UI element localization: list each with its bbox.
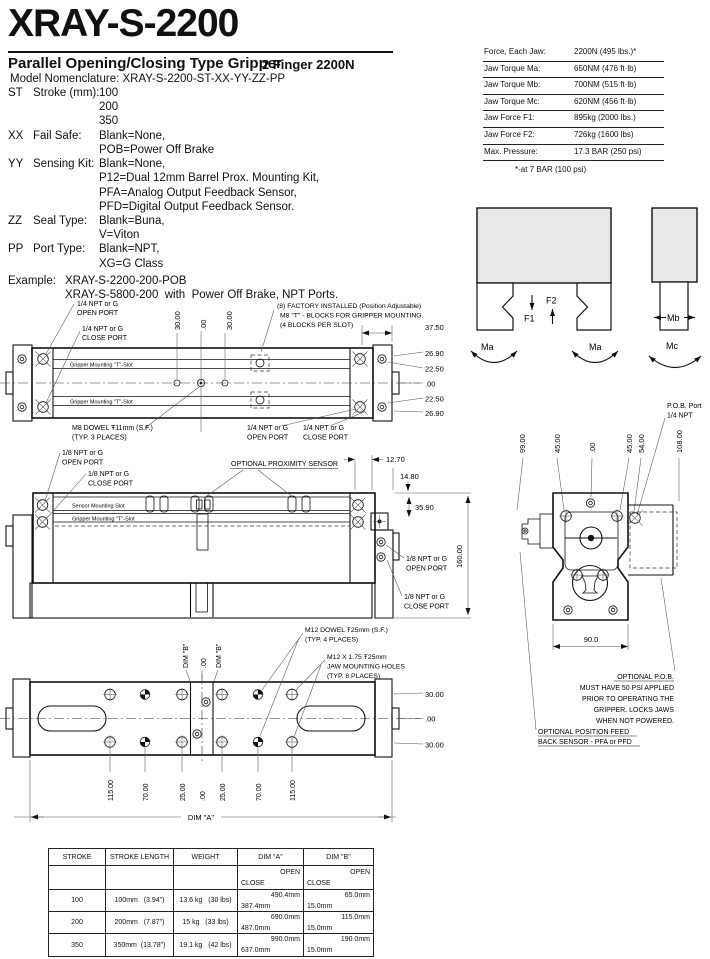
dim-label: 12.70 <box>386 455 405 464</box>
note: M12 DOWEL Ŧ25mm (S.F.) <box>305 627 388 634</box>
length-cell: 200mm (7.87") <box>106 912 174 934</box>
dim-label: .00 <box>588 442 597 453</box>
size-table <box>48 848 374 957</box>
spec-value: 895kg (2000 lbs.) <box>574 113 636 123</box>
spec-value: 620NM (456 ft·lb) <box>574 96 637 106</box>
port-label: 1/8 NPT or G <box>406 556 448 563</box>
mc-label: Mc <box>666 341 678 351</box>
length-cell: 100mm (3.94") <box>106 890 174 912</box>
sensor-note: OPTIONAL POSITION FEED <box>538 729 630 736</box>
top-view <box>0 301 444 442</box>
dim-a-cell: 487.0mm 690.0mm <box>238 912 304 934</box>
size-table-row <box>49 912 374 934</box>
dim-label: 25.00 <box>180 783 187 801</box>
spec-value: 17.3 BAR (250 psi) <box>574 146 642 156</box>
stroke-cell: 100 <box>49 890 106 912</box>
port-label: 1/4 NPT or G <box>247 425 289 432</box>
front-view <box>6 450 471 618</box>
example-label: Example: <box>8 275 56 287</box>
dim-label: 25.00 <box>220 783 227 801</box>
xx-code: XX <box>8 130 24 142</box>
left-jaw <box>13 515 32 618</box>
spec-value: 726kg (1600 lbs) <box>574 129 634 139</box>
spec-value: 2200N (495 lbs.)* <box>574 47 637 56</box>
dim-label: DIM "B" <box>183 643 190 668</box>
empty-cell <box>106 866 174 890</box>
note: (8) FACTORY INSTALLED (Position Adjustable) <box>277 303 422 310</box>
dim-label: 26.90 <box>425 409 444 418</box>
col-header: STROKE <box>49 849 106 866</box>
col-header: DIM "B" <box>304 849 374 866</box>
subtitle: Parallel Opening/Closing Type Gripper <box>8 55 282 72</box>
f2-label: F2 <box>546 295 557 306</box>
note: JAW MOUNTING HOLES <box>327 663 405 671</box>
note: M8 "T" - BLOCKS FOR GRIPPER MOUNTING. <box>280 312 424 320</box>
dim-label: .00 <box>425 379 436 389</box>
dim-label: .00 <box>425 714 436 724</box>
spec-label: Jaw Torque Ma: <box>484 63 541 73</box>
pp-value: XG=G Class <box>99 258 164 270</box>
spec-label: Jaw Torque Mb: <box>484 80 541 90</box>
force-diagram <box>471 208 701 368</box>
spec-value: 700NM (515 ft·lb) <box>574 80 637 90</box>
dim-label: 22.50 <box>425 394 444 404</box>
size-table-row <box>49 890 374 912</box>
port-label: OPEN PORT <box>77 310 119 317</box>
right-jaw <box>375 530 393 618</box>
page-title: XRAY-S-2200 <box>8 2 239 45</box>
yy-value: Blank=None, <box>99 158 166 170</box>
dim-b-cell: 15.0mm 65.0mm <box>304 890 374 912</box>
spec-label: Jaw Force F1: <box>484 113 535 123</box>
end-view <box>517 403 702 746</box>
pp-label: Port Type: <box>33 243 86 255</box>
spec-value: 650NM (476 ft·lb) <box>574 63 637 73</box>
capacity-label: 2 Finger 2200N <box>262 57 355 72</box>
gripper-body-side <box>652 208 697 282</box>
pob-port-label: P.O.B. Port <box>667 403 702 410</box>
sensor-slot-label: Sensor Mounting Slot <box>72 503 125 510</box>
weight-cell: 15 kg (33 lbs) <box>174 912 238 934</box>
proximity-sensor-label: OPTIONAL PROXIMITY SENSOR <box>231 461 338 468</box>
ma-label: Ma <box>481 342 494 352</box>
weight-cell: 13.6 kg (30 lbs) <box>174 890 238 912</box>
mc-torque-arrow-icon <box>649 356 701 368</box>
sensor-note: BACK SENSOR - PFA or PFD <box>538 739 632 746</box>
pob-note: MUST HAVE 50 PSI APPLIED <box>579 685 674 692</box>
size-table-subheader-row <box>49 866 374 890</box>
base-plate <box>30 583 372 618</box>
ma-torque-arrow-icon <box>572 351 618 363</box>
port-label: 1/8 NPT or G <box>88 471 130 478</box>
port-label: OPEN PORT <box>406 565 448 573</box>
tslot-label: Gripper Mounting "T"-Slot <box>70 362 133 369</box>
mb-label: Mb <box>667 313 680 323</box>
spec-label: Jaw Force F2: <box>484 129 535 139</box>
dim-label: 30.00 <box>425 690 444 699</box>
dim-label: 70.00 <box>143 783 150 801</box>
model-line: Model Nomenclature: XRAY-S-2200-ST-XX-YY-ZZ-PP <box>10 73 286 85</box>
dim-label: DIM "A" <box>187 813 215 822</box>
right-jaw-cap <box>375 679 392 757</box>
proximity-sensor <box>197 514 208 550</box>
left-jaw-cap <box>13 679 30 757</box>
tslot-bore <box>573 566 608 601</box>
spec-footnote: *-at 7 BAR (100 psi) <box>515 165 587 175</box>
dim-label: 22.50 <box>425 364 444 374</box>
dim-b-cell: 15.0mm 190.0mm <box>304 934 374 957</box>
length-cell: 350mm (13.78") <box>106 934 174 957</box>
pp-code: PP <box>8 243 24 255</box>
port-label: CLOSE PORT <box>82 335 127 342</box>
note: (TYP. 4 PLACES) <box>305 636 359 644</box>
dim-label: 26.90 <box>425 349 444 358</box>
note: (4 BLOCKS PER SLOT) <box>280 322 354 329</box>
xx-value: Blank=None, <box>99 130 166 142</box>
dim-label: 35.90 <box>415 503 434 512</box>
yy-label: Sensing Kit: <box>33 158 95 170</box>
col-header: DIM "A" <box>238 849 304 866</box>
zz-code: ZZ <box>8 215 23 227</box>
port-label: OPEN PORT <box>62 459 104 467</box>
dim-label: 70.00 <box>256 783 263 801</box>
stroke-cell: 350 <box>49 934 106 957</box>
dim-label: 108.00 <box>675 430 684 453</box>
dim-label: 90.0 <box>583 635 599 644</box>
dim-label: 45.00 <box>625 434 634 453</box>
dim-label: .00 <box>199 319 208 330</box>
dim-label: 30.00 <box>173 311 182 330</box>
pp-value: Blank=NPT, <box>99 243 160 255</box>
ma-torque-arrow-icon <box>471 351 517 363</box>
right-jaw <box>577 283 611 330</box>
yy-code: YY <box>8 158 24 170</box>
example-line: XRAY-S-5800-200 with Power Off Brake, NPT Ports. <box>65 289 339 301</box>
st-value: 200 <box>99 101 119 113</box>
f1-label: F1 <box>524 313 535 324</box>
empty-cell <box>49 866 106 890</box>
dim-label: DIM "B" <box>216 643 223 668</box>
tslot-label: Gripper Mounting "T"-Slot <box>70 399 133 406</box>
dim-label: .00 <box>201 658 208 668</box>
st-value: 350 <box>99 115 119 127</box>
port-label: CLOSE PORT <box>404 603 449 611</box>
st-value: 100 <box>99 87 119 99</box>
weight-cell: 19.1 kg (42 lbs) <box>174 934 238 957</box>
note: M8 DOWEL Ŧ11mm (S.F.) <box>72 425 153 432</box>
pob-note: WHEN NOT POWERED. <box>595 718 674 725</box>
feedback-sensor <box>540 514 553 548</box>
note: M12 X 1.75 Ŧ25mm <box>327 654 387 661</box>
col-header: WEIGHT <box>174 849 238 866</box>
dim-label: 37.50 <box>425 323 444 332</box>
col-header: STROKE LENGTH <box>106 849 174 866</box>
pob-note: PRIOR TO OPERATING THE <box>581 696 674 703</box>
pob-port-label: 1/4 NPT <box>667 412 693 420</box>
pob-note: OPTIONAL P.O.B. <box>617 674 674 681</box>
port-label: 1/4 NPT or G <box>77 301 119 308</box>
bottom-view <box>0 627 444 822</box>
port-label: 1/4 NPT or G <box>82 326 124 333</box>
close-open-header: CLOSE OPEN <box>238 866 304 890</box>
dim-label: 99.00 <box>518 434 527 453</box>
st-code: ST <box>8 87 23 99</box>
gripper-body <box>477 208 611 283</box>
yy-value: P12=Dual 12mm Barrel Prox. Mounting Kit, <box>99 172 320 184</box>
zz-value: V=Viton <box>99 229 140 241</box>
dim-label: 160.00 <box>455 545 464 568</box>
note: (TYP. 3 PLACES) <box>72 434 127 442</box>
dim-b-cell: 15.0mm 115.0mm <box>304 912 374 934</box>
dim-label: 30.00 <box>425 740 444 750</box>
size-table-header-row <box>49 849 374 866</box>
zz-label: Seal Type: <box>33 215 88 227</box>
dim-label: 45.00 <box>553 434 562 453</box>
dim-a-cell: 637.0mm 990.0mm <box>238 934 304 957</box>
example-line: XRAY-S-2200-200-POB <box>65 275 187 287</box>
ma-label: Ma <box>589 342 602 352</box>
port-label: CLOSE PORT <box>88 480 133 488</box>
dim-label: 115.00 <box>108 780 115 801</box>
dim-label: 30.00 <box>225 311 234 330</box>
st-label: Stroke (mm): <box>33 87 100 99</box>
spec-label: Max. Pressure: <box>484 146 538 156</box>
size-table-row <box>49 934 374 957</box>
yy-value: PFD=Digital Output Feedback Sensor. <box>99 201 295 213</box>
port-label: CLOSE PORT <box>303 434 348 442</box>
port-label: 1/8 NPT or G <box>404 594 446 601</box>
dim-label: .00 <box>200 791 207 801</box>
xx-value: POB=Power Off Brake <box>99 144 215 156</box>
port-label: 1/8 NPT or G <box>62 450 104 457</box>
pob-note: GRIPPER. LOCKS JAWS <box>593 707 674 714</box>
note: (TYP. 8 PLACES) <box>327 673 381 680</box>
empty-cell <box>174 866 238 890</box>
spec-label: Jaw Torque Mc: <box>484 96 540 106</box>
dim-label: 115.00 <box>290 780 297 801</box>
port-label: OPEN PORT <box>247 434 289 442</box>
spec-label: Force, Each Jaw: <box>484 47 546 56</box>
port-label: 1/4 NPT or G <box>303 425 345 432</box>
xx-label: Fail Safe: <box>33 130 82 142</box>
yy-value: PFA=Analog Output Feedback Sensor, <box>99 187 297 199</box>
dim-label: 14.80 <box>400 472 419 481</box>
tslot-label: Gripper Mounting "T"-Slot <box>72 516 135 523</box>
left-jaw <box>477 283 513 330</box>
dim-a-cell: 387.4mm 490.4mm <box>238 890 304 912</box>
zz-value: Blank=Buna, <box>99 215 165 227</box>
close-open-header: CLOSE OPEN <box>304 866 374 890</box>
dim-label: 54.00 <box>637 434 646 453</box>
stroke-cell: 200 <box>49 912 106 934</box>
